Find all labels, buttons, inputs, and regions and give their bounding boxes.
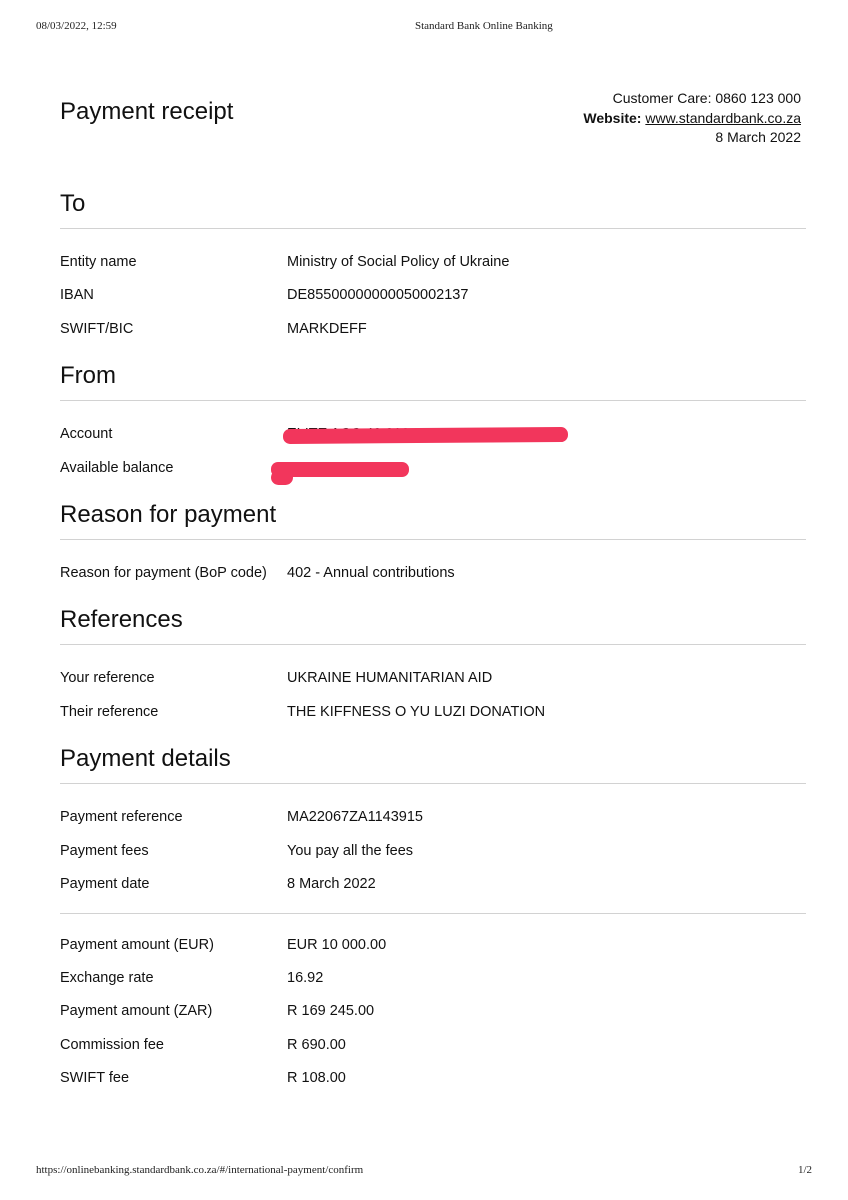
swift-fee-label: SWIFT fee (60, 1070, 130, 1086)
print-datetime: 08/03/2022, 12:59 (36, 20, 117, 32)
entity-name-value: Ministry of Social Policy of Ukraine (287, 254, 510, 270)
print-page-title: Standard Bank Online Banking (415, 20, 553, 32)
payment-amount-eur-label: Payment amount (EUR) (60, 937, 214, 953)
website-line (583, 109, 801, 129)
divider (60, 783, 806, 784)
receipt-date: 8 March 2022 (715, 129, 801, 145)
swift-fee-value: R 108.00 (287, 1070, 346, 1086)
customer-care: Customer Care: 0860 123 000 (612, 90, 801, 106)
commission-fee-label: Commission fee (60, 1037, 164, 1053)
available-balance-label: Available balance (60, 460, 174, 476)
website-label: Website: (583, 109, 642, 126)
your-reference-label: Your reference (60, 670, 155, 686)
divider (60, 539, 806, 540)
your-reference-value: UKRAINE HUMANITARIAN AID (287, 670, 493, 686)
payment-date-label: Payment date (60, 876, 150, 892)
payment-amount-zar-label: Payment amount (ZAR) (60, 1003, 213, 1019)
divider (60, 913, 806, 914)
iban-value: DE85500000000050002137 (287, 287, 469, 303)
section-heading-references: References (60, 606, 183, 633)
entity-name-label: Entity name (60, 254, 137, 270)
iban-label: IBAN (60, 287, 94, 303)
section-heading-payment-details: Payment details (60, 745, 231, 772)
commission-fee-value: R 690.00 (287, 1037, 346, 1053)
payment-amount-zar-value: R 169 245.00 (287, 1003, 375, 1019)
divider (60, 228, 806, 229)
contact-block (583, 89, 801, 148)
account-label: Account (60, 426, 113, 442)
exchange-rate-value: 16.92 (287, 970, 324, 986)
print-page-number: 1/2 (797, 1164, 812, 1176)
their-reference-value: THE KIFFNESS O YU LUZI DONATION (287, 704, 546, 720)
print-url: https://onlinebanking.standardbank.co.za/#/international-payment/confirm (36, 1164, 364, 1176)
divider (60, 400, 806, 401)
print-footer (36, 1164, 812, 1178)
payment-amount-eur-value: EUR 10 000.00 (287, 937, 387, 953)
divider (60, 644, 806, 645)
reason-label: Reason for payment (BoP code) (60, 565, 267, 581)
payment-reference-label: Payment reference (60, 809, 183, 825)
swift-bic-value: MARKDEFF (287, 321, 367, 337)
payment-reference-value: MA22067ZA1143915 (287, 809, 423, 825)
section-heading-to: To (60, 190, 86, 217)
reason-value: 402 - Annual contributions (287, 565, 455, 581)
website-link[interactable]: www.standardbank.co.za (645, 109, 801, 126)
section-heading-reason: Reason for payment (60, 501, 277, 528)
exchange-rate-label: Exchange rate (60, 970, 154, 986)
print-header (36, 20, 812, 34)
payment-fees-value: You pay all the fees (287, 843, 414, 859)
redaction-mark (271, 470, 293, 485)
swift-bic-label: SWIFT/BIC (60, 321, 134, 337)
redaction-mark (283, 427, 568, 444)
their-reference-label: Their reference (60, 704, 159, 720)
payment-fees-label: Payment fees (60, 843, 149, 859)
payment-date-value: 8 March 2022 (287, 876, 376, 892)
page-title: Payment receipt (60, 98, 234, 125)
section-heading-from: From (60, 362, 116, 389)
